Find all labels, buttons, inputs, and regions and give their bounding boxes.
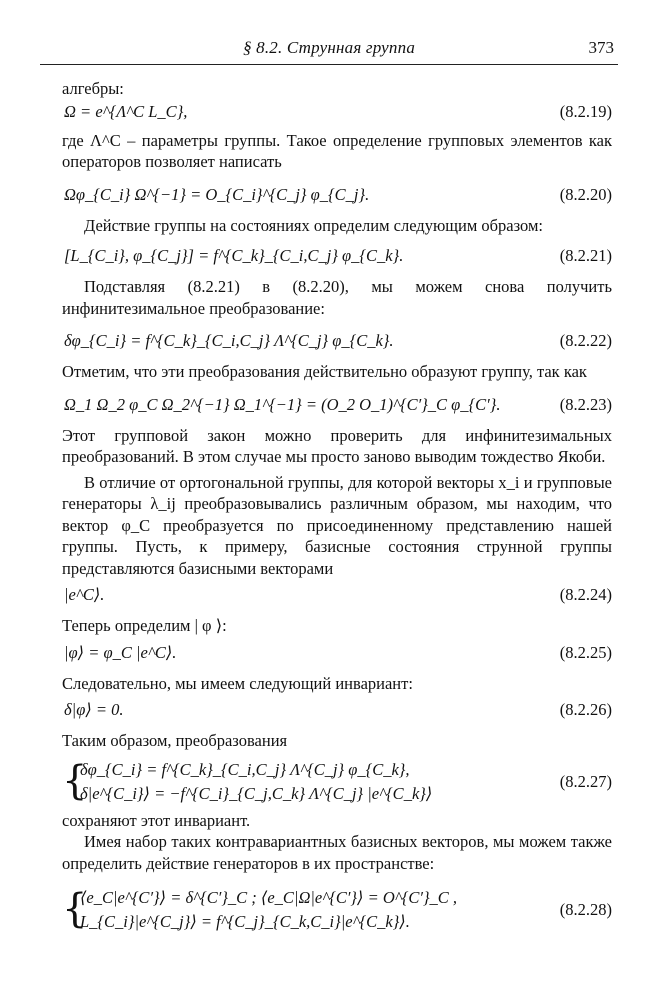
paragraph: Следовательно, мы имеем следующий инвариант: [62, 673, 413, 693]
equation-line: ⟨e_C|e^{C′}⟩ = δ^{C′}_C ; ⟨e_C|Ω|e^{C′}⟩ = O^{C′}_C , [80, 888, 458, 907]
equation-formula: Ωφ_{C_i} Ω^{−1} = O_{C_i}^{C_j} φ_{C_j}. [64, 184, 370, 204]
equation-line: L_{C_i}|e^{C_j}⟩ = f^{C_j}_{C_k,C_i}|e^{C_k}⟩. [80, 912, 410, 931]
paragraph: В отличие от ортогональной группы, для которой векторы x_i и групповые генераторы λ_ij преобразовывались различным образом, мы находим, что вектор φ_C преобразуется по присоединенному представлению нашей группы. Пусть, к примеру, базисные состояния струнной группы представляются базисными векторами [62, 472, 612, 578]
equation-8-2-25 [62, 641, 612, 665]
paragraph: Действие группы на состояниях определим следующим образом: [84, 215, 543, 235]
running-header [40, 36, 618, 65]
paragraph: сохраняют этот инвариант. [62, 810, 251, 830]
equation-8-2-22 [62, 329, 612, 353]
equation-formula: δ|φ⟩ = 0. [64, 700, 124, 719]
left-brace: { [62, 886, 88, 932]
paragraph: где Λ^C – параметры группы. Такое определение групповых элементов как операторов позволяет написать [62, 130, 612, 171]
equation-number: (8.2.24) [559, 585, 612, 604]
paragraph: Этот групповой закон можно проверить для инфинитезимальных преобразований. В этом случае мы просто заново выводим тождество Якоби. [62, 425, 612, 466]
text-body [62, 78, 612, 934]
equation-8-2-24 [62, 583, 612, 607]
equation-formula: δφ_{C_i} = f^{C_k}_{C_i,C_j} Λ^{C_j} φ_{C_k}. [64, 331, 394, 350]
equation-8-2-28 [62, 886, 612, 934]
equation-number: (8.2.20) [559, 184, 612, 204]
equation-formula: [L_{C_i}, φ_{C_j}] = f^{C_k}_{C_i,C_j} φ_{C_k}. [64, 246, 404, 265]
equation-number: (8.2.27) [559, 771, 612, 791]
equation-8-2-20 [62, 183, 612, 207]
equation-number: (8.2.26) [559, 700, 612, 719]
paragraph: Теперь определим | φ ⟩: [62, 616, 227, 635]
equation-formula: Ω_1 Ω_2 φ_C Ω_2^{−1} Ω_1^{−1} = (O_2 O_1)^{C′}_C φ_{C′}. [64, 394, 501, 414]
equation-line: δ|e^{C_i}⟩ = −f^{C_i}_{C_j,C_k} Λ^{C_j} |e^{C_k}⟩ [80, 783, 433, 803]
left-brace: { [62, 757, 88, 804]
equation-formula: |e^C⟩. [64, 585, 105, 604]
paragraph: Отметим, что эти преобразования действительно образуют группу, так как [62, 362, 587, 381]
equation-8-2-19 [62, 100, 612, 124]
paragraph: Имея набор таких контравариантных базисных векторов, мы можем также определить действие генераторов в их пространстве: [62, 832, 612, 873]
page-number: 373 [588, 38, 614, 57]
paragraph: Подставляя (8.2.21) в (8.2.20), мы можем снова получить инфинитезимальное преобразование: [62, 277, 612, 318]
equation-number: (8.2.23) [559, 394, 612, 414]
equation-8-2-23 [62, 393, 612, 417]
equation-line: δφ_{C_i} = f^{C_k}_{C_i,C_j} Λ^{C_j} φ_{C_k}, [80, 759, 410, 779]
section-title: § 8.2. Струнная группа [242, 38, 416, 57]
equation-8-2-27 [62, 758, 612, 806]
equation-number: (8.2.19) [559, 101, 612, 121]
equation-number: (8.2.28) [559, 900, 612, 919]
paragraph: Таким образом, преобразования [62, 731, 288, 750]
equation-number: (8.2.22) [559, 331, 612, 350]
equation-number: (8.2.25) [559, 642, 612, 662]
paragraph: алгебры: [62, 79, 124, 98]
equation-number: (8.2.21) [559, 246, 612, 265]
equation-formula: |φ⟩ = φ_C |e^C⟩. [64, 642, 177, 662]
equation-8-2-26 [62, 698, 612, 722]
equation-formula: Ω = e^{Λ^C L_C}, [64, 101, 188, 121]
equation-8-2-21 [62, 244, 612, 268]
